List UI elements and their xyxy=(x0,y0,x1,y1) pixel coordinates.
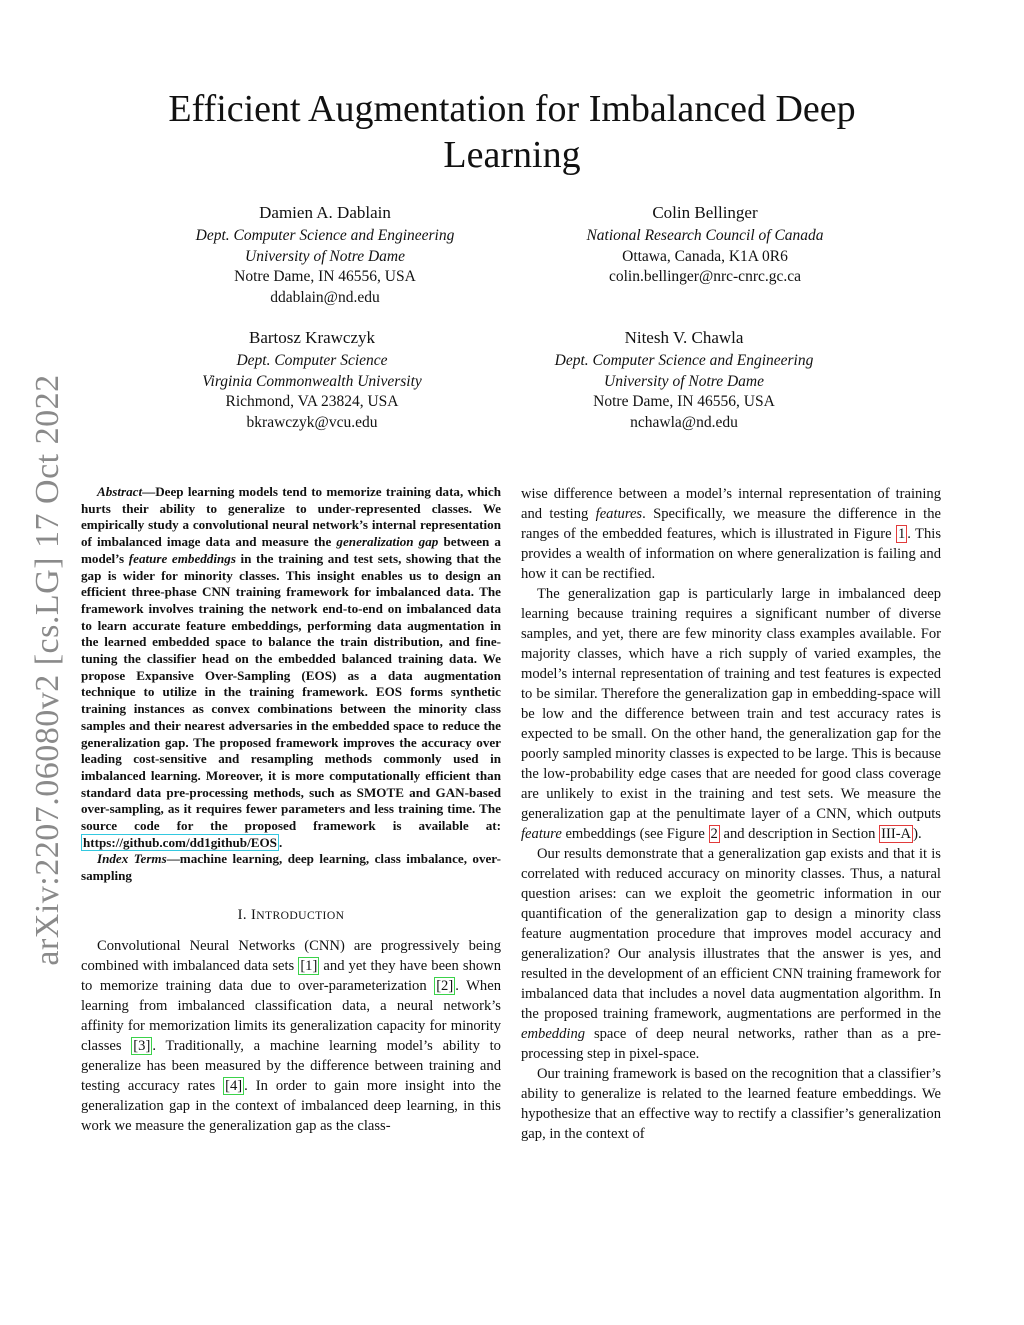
author-name: Nitesh V. Chawla xyxy=(624,328,744,347)
author-email: nchawla@nd.edu xyxy=(630,413,738,431)
author-block-4 xyxy=(494,326,874,433)
author-address: Richmond, VA 23824, USA xyxy=(225,393,399,410)
citation-link[interactable]: [2] xyxy=(436,977,454,994)
index-terms: Index Terms—machine learning, deep learning, class imbalance, over-sampling xyxy=(81,851,501,884)
intro-paragraph: Convolutional Neural Networks (CNN) are progressively being combined with imbalanced data sets [1] and yet they have been shown to memorize training data due to over-parameterization [2] . When learning from imbalanced classification data, a neural network’s affinity for memorization limits its generalization capacity for minority classes [3] . Traditionally, a machine learning model’s ability to generalize has been measured by the difference between training and testing accuracy rates [4] . In order to gain more insight into the generalization gap in the context of imbalanced deep learning, in this work we measure the generalization gap as the class- xyxy=(81,937,501,1134)
author-block-1 xyxy=(135,201,515,308)
arxiv-identifier: arXiv:2207.06080v2 [cs.LG] 17 Oct 2022 xyxy=(29,374,66,966)
author-institution: University of Notre Dame xyxy=(245,247,405,265)
left-column xyxy=(81,484,501,1136)
body-paragraph: wise difference between a model’s internal representation of training and testing features. Specifically, we measure the difference in the ranges of the embedded features, which is illustrated in Figure 1 . This provides a wealth of information on where generalization is failing and how it can be rectified. xyxy=(521,486,941,582)
author-dept: Dept. Computer Science and Engineering xyxy=(195,227,455,244)
section-link[interactable]: III-A xyxy=(881,826,912,842)
author-institution: University of Notre Dame xyxy=(604,372,764,390)
author-dept: Dept. Computer Science xyxy=(236,352,388,369)
author-name: Bartosz Krawczyk xyxy=(248,328,376,347)
citation-link[interactable]: [4] xyxy=(225,1077,243,1094)
abstract: Abstract—Deep learning models tend to memorize training data, which hurts their ability to generalize to under-represented classes. We empirically study a convolutional neural network’s internal representation of imbalanced image data and measure the generalization gap between a model’s feature embeddings in the training and test sets, showing that the gap is wider for minority classes. This insight enables us to design an efficient three-phase CNN training framework for imbalanced data. The framework involves training the network end-to-end on imbalanced data to learn accurate feature embeddings, performing data augmentation in the learned embedded space to balance the train distribution, and fine-tuning the classifier head on the embedded balanced training data. We propose Expansive Over-Sampling (EOS) as a data augmentation technique to utilize in the training framework. EOS forms synthetic training instances as convex combinations between the minority class samples and their nearest adversaries in the embedded space to reduce the generalization gap. The proposed framework improves the accuracy over leading cost-sensitive and resampling methods commonly used in imbalanced learning. Moreover, it is more computationally efficient than standard data pre-processing methods, such as SMOTE and GAN-based over-sampling, as it requires fewer parameters and less training time. The source code for the proposed framework is available at: https://github.com/dd1github/EOS . xyxy=(81,484,501,850)
right-column xyxy=(521,484,941,1144)
paper-title: Efficient Augmentation for Imbalanced Deep Learning xyxy=(168,88,856,176)
source-code-link[interactable]: https://github.com/dd1github/EOS xyxy=(83,834,277,850)
abstract-label: Abstract xyxy=(97,484,143,499)
author-email: bkrawczyk@vcu.edu xyxy=(246,413,378,431)
author-email: ddablain@nd.edu xyxy=(270,288,380,306)
author-address: Notre Dame, IN 46556, USA xyxy=(234,268,416,285)
author-dept: Dept. Computer Science and Engineering xyxy=(554,352,814,369)
author-name: Colin Bellinger xyxy=(652,203,758,222)
author-institution: Virginia Commonwealth University xyxy=(202,372,422,390)
author-block-2 xyxy=(515,201,895,288)
author-dept: National Research Council of Canada xyxy=(586,227,824,244)
figure-link[interactable]: 1 xyxy=(897,526,906,542)
author-address: Notre Dame, IN 46556, USA xyxy=(593,393,775,410)
body-paragraph: Our training framework is based on the recognition that a classifier’s ability to generalize is related to the learned feature embeddings. We hypothesize that an effective way to rectify a classifier’s generalization gap, in the context of xyxy=(521,1066,941,1142)
author-address: Ottawa, Canada, K1A 0R6 xyxy=(622,247,788,265)
author-email: colin.bellinger@nrc-cnrc.gc.ca xyxy=(609,268,801,285)
body-paragraph: The generalization gap is particularly large in imbalanced deep learning because training requires a significant number of diverse samples, and yet, there are few minority class examples available. For majority classes, which have a rich supply of varied examples, the model’s internal representation of training and test features is expected to be similar. Therefore the generalization gap in embedding-space will be low and the difference between train and test accuracy rates is expected to be small. On the other hand, the generalization gap for the poorly sampled minority classes is expected to be large. This is because the low-probability edge cases that are needed for good class coverage are unlikely to exist in the training and test sets. We measure the generalization gap at the penultimate layer of a CNN, which outputs feature embeddings (see Figure 2 and description in Section III-A ). xyxy=(521,586,941,842)
body-paragraph: Our results demonstrate that a generalization gap exists and that it is correlated with reduced accuracy on minority classes. Thus, a natural question arises: can we exploit the geometric information in our quantification of the generalization gap to design a minority class feature augmentation procedure that improves model accuracy and generalization? Our analysis illustrates that the answer is yes, and resulted in the development of an efficient CNN training framework for imbalanced data that includes a novel data augmentation algorithm. In the proposed training framework, augmentations are performed in the embedding space of deep neural networks, rather than as a pre-processing step in pixel-space. xyxy=(521,846,941,1062)
author-block-3 xyxy=(122,326,502,433)
section-heading-introduction: I. INTRODUCTION xyxy=(237,906,345,923)
citation-link[interactable]: [1] xyxy=(300,957,318,974)
author-name: Damien A. Dablain xyxy=(259,203,391,222)
index-terms-label: Index Terms xyxy=(97,851,167,867)
figure-link[interactable]: 2 xyxy=(710,826,718,842)
citation-link[interactable]: [3] xyxy=(133,1037,151,1054)
